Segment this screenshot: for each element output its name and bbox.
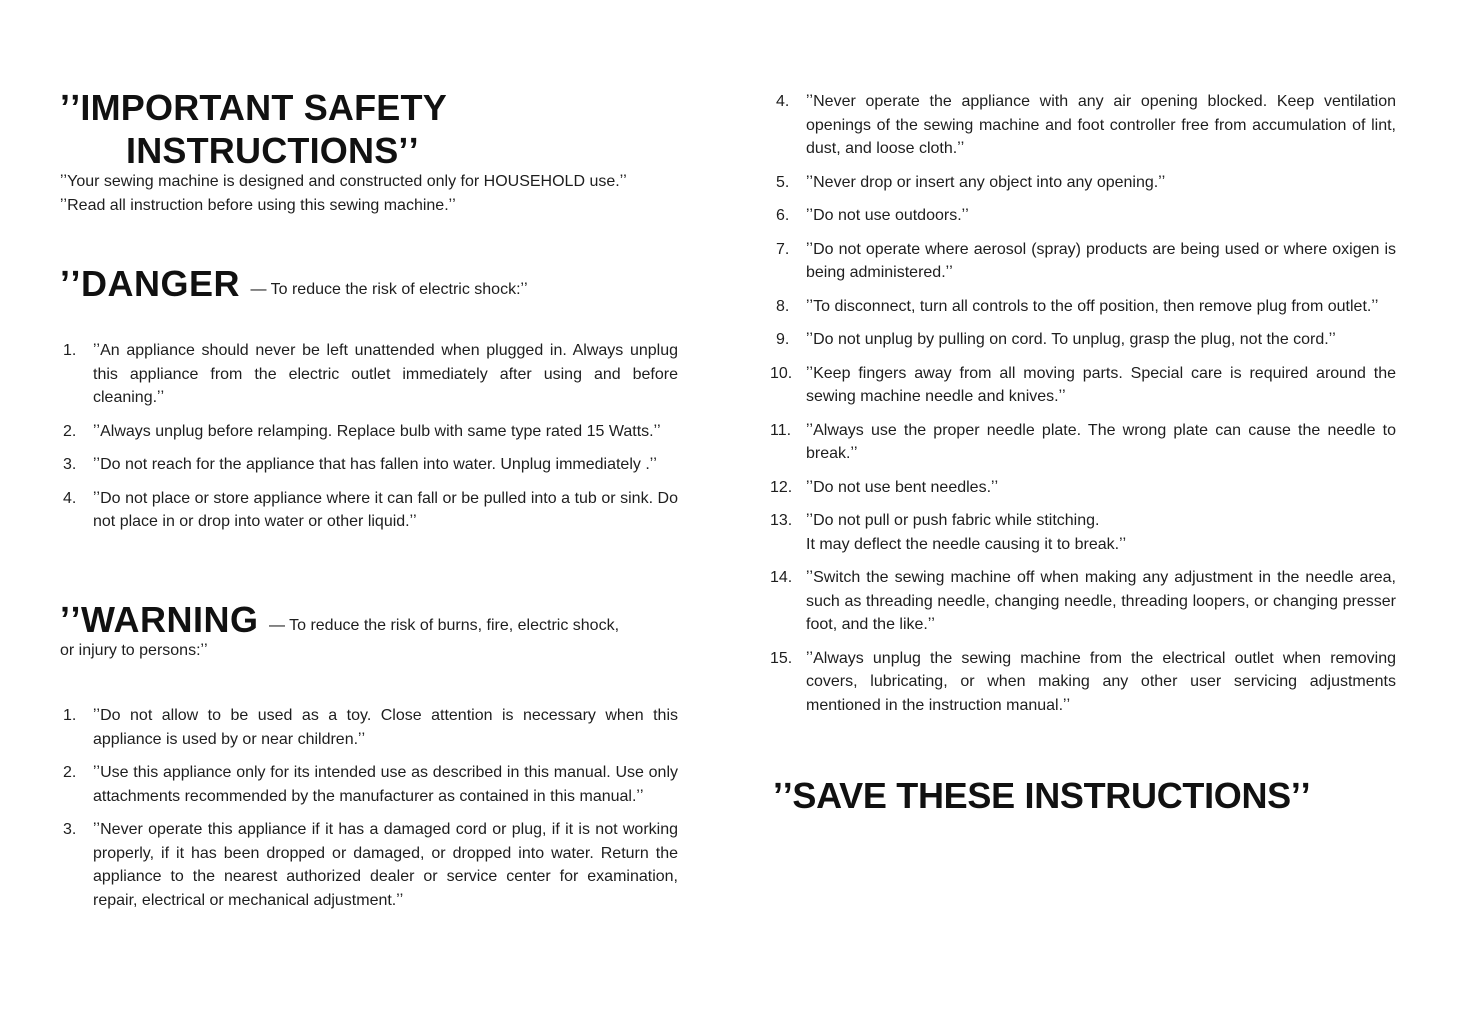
warning-title: ʼʼWARNING — [60, 599, 259, 640]
item-number: 5. — [776, 173, 790, 191]
item-number: 12. — [770, 478, 793, 496]
list-item — [60, 487, 678, 534]
item-text-line-1: ʼʼDo not pull or push fabric while stitching. — [806, 512, 1100, 529]
item-number: 3. — [63, 456, 77, 473]
list-item — [770, 509, 1396, 556]
title-line-2: INSTRUCTIONSʼʼ — [126, 130, 419, 171]
item-number: 1. — [63, 342, 77, 359]
list-item — [770, 419, 1396, 466]
danger-list — [60, 339, 678, 544]
item-text: ʼʼDo not use bent needles.ʼʼ — [806, 478, 999, 496]
list-item — [770, 362, 1396, 409]
warning-subtitle: — To reduce the risk of burns, fire, electric shock, — [268, 617, 620, 634]
list-item — [770, 328, 1396, 352]
item-text: ʼʼDo not place or store appliance where it can fall or be pulled into a tub or sink. Do not place in or drop into water or other liquid.ʼʼ — [93, 489, 678, 530]
item-text: ʼʼSwitch the sewing machine off when making any adjustment in the needle area, such as threading needle, changing needle, threading loopers, or changing presser foot, and the like.ʼʼ — [806, 569, 1396, 633]
item-text: ʼʼDo not operate where aerosol (spray) products are being used or where oxigen is being administered.ʼʼ — [806, 240, 1396, 281]
item-text — [806, 509, 1396, 556]
item-number: 9. — [776, 331, 790, 348]
list-item — [770, 476, 1396, 500]
warning-subtitle-cont: or injury to persons:ʼʼ — [60, 642, 208, 659]
list-item — [770, 90, 1396, 161]
item-text: ʼʼAn appliance should never be left unattended when plugged in. Always unplug this appliance from the electric outlet immediately after using and before cleaning.ʼʼ — [93, 342, 678, 406]
item-number: 10. — [770, 364, 793, 382]
item-number: 2. — [63, 422, 77, 440]
item-text-line-2: It may deflect the needle causing it to break.ʼʼ — [806, 535, 1127, 553]
item-number: 8. — [776, 297, 790, 315]
item-number: 2. — [63, 764, 77, 781]
item-number: 4. — [776, 93, 790, 110]
list-item — [60, 420, 678, 444]
list-item — [770, 171, 1396, 195]
item-text: ʼʼTo disconnect, turn all controls to the off position, then remove plug from outlet.ʼʼ — [806, 297, 1379, 315]
item-number: 13. — [770, 512, 793, 529]
save-instructions-title: ʼʼSAVE THESE INSTRUCTIONSʼʼ — [773, 775, 1311, 816]
item-text: ʼʼNever drop or insert any object into any opening.ʼʼ — [806, 173, 1166, 191]
warning-heading — [60, 599, 678, 662]
item-text: ʼʼDo not allow to be used as a toy. Close attention is necessary when this appliance is used by or near children.ʼʼ — [93, 707, 678, 748]
item-number: 14. — [770, 569, 793, 586]
item-text: ʼʼUse this appliance only for its intended use as described in this manual. Use only attachments recommended by the manufacturer as contained in this manual.ʼʼ — [93, 764, 678, 805]
item-number: 15. — [770, 649, 793, 667]
item-text: ʼʼDo not reach for the appliance that has fallen into water. Unplug immediately .ʼʼ — [93, 456, 657, 473]
item-text: ʼʼKeep fingers away from all moving parts. Special care is required around the sewing machine needle and knives.ʼʼ — [806, 364, 1396, 405]
item-text: ʼʼAlways unplug before relamping. Replace bulb with same type rated 15 Watts.ʼʼ — [93, 422, 661, 440]
item-text: ʼʼAlways use the proper needle plate. The wrong plate can cause the needle to break.ʼʼ — [806, 421, 1396, 462]
intro-household: ʼʼYour sewing machine is designed and constructed only for HOUSEHOLD use.ʼʼ — [60, 173, 627, 190]
list-item — [60, 453, 678, 477]
item-text: ʼʼDo not use outdoors.ʼʼ — [806, 207, 969, 224]
list-item — [60, 818, 678, 912]
item-text: ʼʼNever operate this appliance if it has a damaged cord or plug, if it is not working properly, if it has been dropped or damaged, or dropped into water. Return the appliance to the nearest authorized dealer or service center for examination, repair, electrical or mechanical adjustment.ʼʼ — [93, 821, 678, 909]
list-item — [770, 238, 1396, 285]
item-number: 7. — [776, 240, 790, 258]
list-item — [770, 566, 1396, 637]
warning-list-left — [60, 704, 678, 922]
list-item — [60, 704, 678, 751]
item-text: ʼʼDo not unplug by pulling on cord. To unplug, grasp the plug, not the cord.ʼʼ — [806, 331, 1336, 348]
list-item — [770, 204, 1396, 228]
danger-title: ʼʼDANGER — [60, 263, 241, 304]
item-text: ʼʼNever operate the appliance with any air opening blocked. Keep ventilation openings of the sewing machine and foot controller free from accumulation of lint, dust, and loose cloth.ʼʼ — [806, 93, 1396, 157]
item-number: 4. — [63, 489, 77, 507]
intro-read-all: ʼʼRead all instruction before using this sewing machine.ʼʼ — [60, 196, 456, 214]
list-item — [60, 339, 678, 410]
danger-heading — [60, 263, 678, 304]
list-item — [60, 761, 678, 808]
warning-list-right — [770, 90, 1396, 727]
item-number: 3. — [63, 821, 77, 838]
item-number: 11. — [770, 421, 792, 439]
intro-text — [60, 170, 678, 217]
page-title — [60, 86, 447, 172]
danger-subtitle: — To reduce the risk of electric shock:ʼʼ — [250, 281, 528, 298]
list-item — [770, 295, 1396, 319]
title-line-1: ʼʼIMPORTANT SAFETY — [60, 87, 447, 128]
list-item — [770, 647, 1396, 718]
item-number: 6. — [776, 207, 790, 224]
item-text: ʼʼAlways unplug the sewing machine from the electrical outlet when removing covers, lubricating, or when making any other user servicing adjustments mentioned in the instruction manual.ʼʼ — [806, 649, 1396, 714]
item-number: 1. — [63, 707, 77, 724]
